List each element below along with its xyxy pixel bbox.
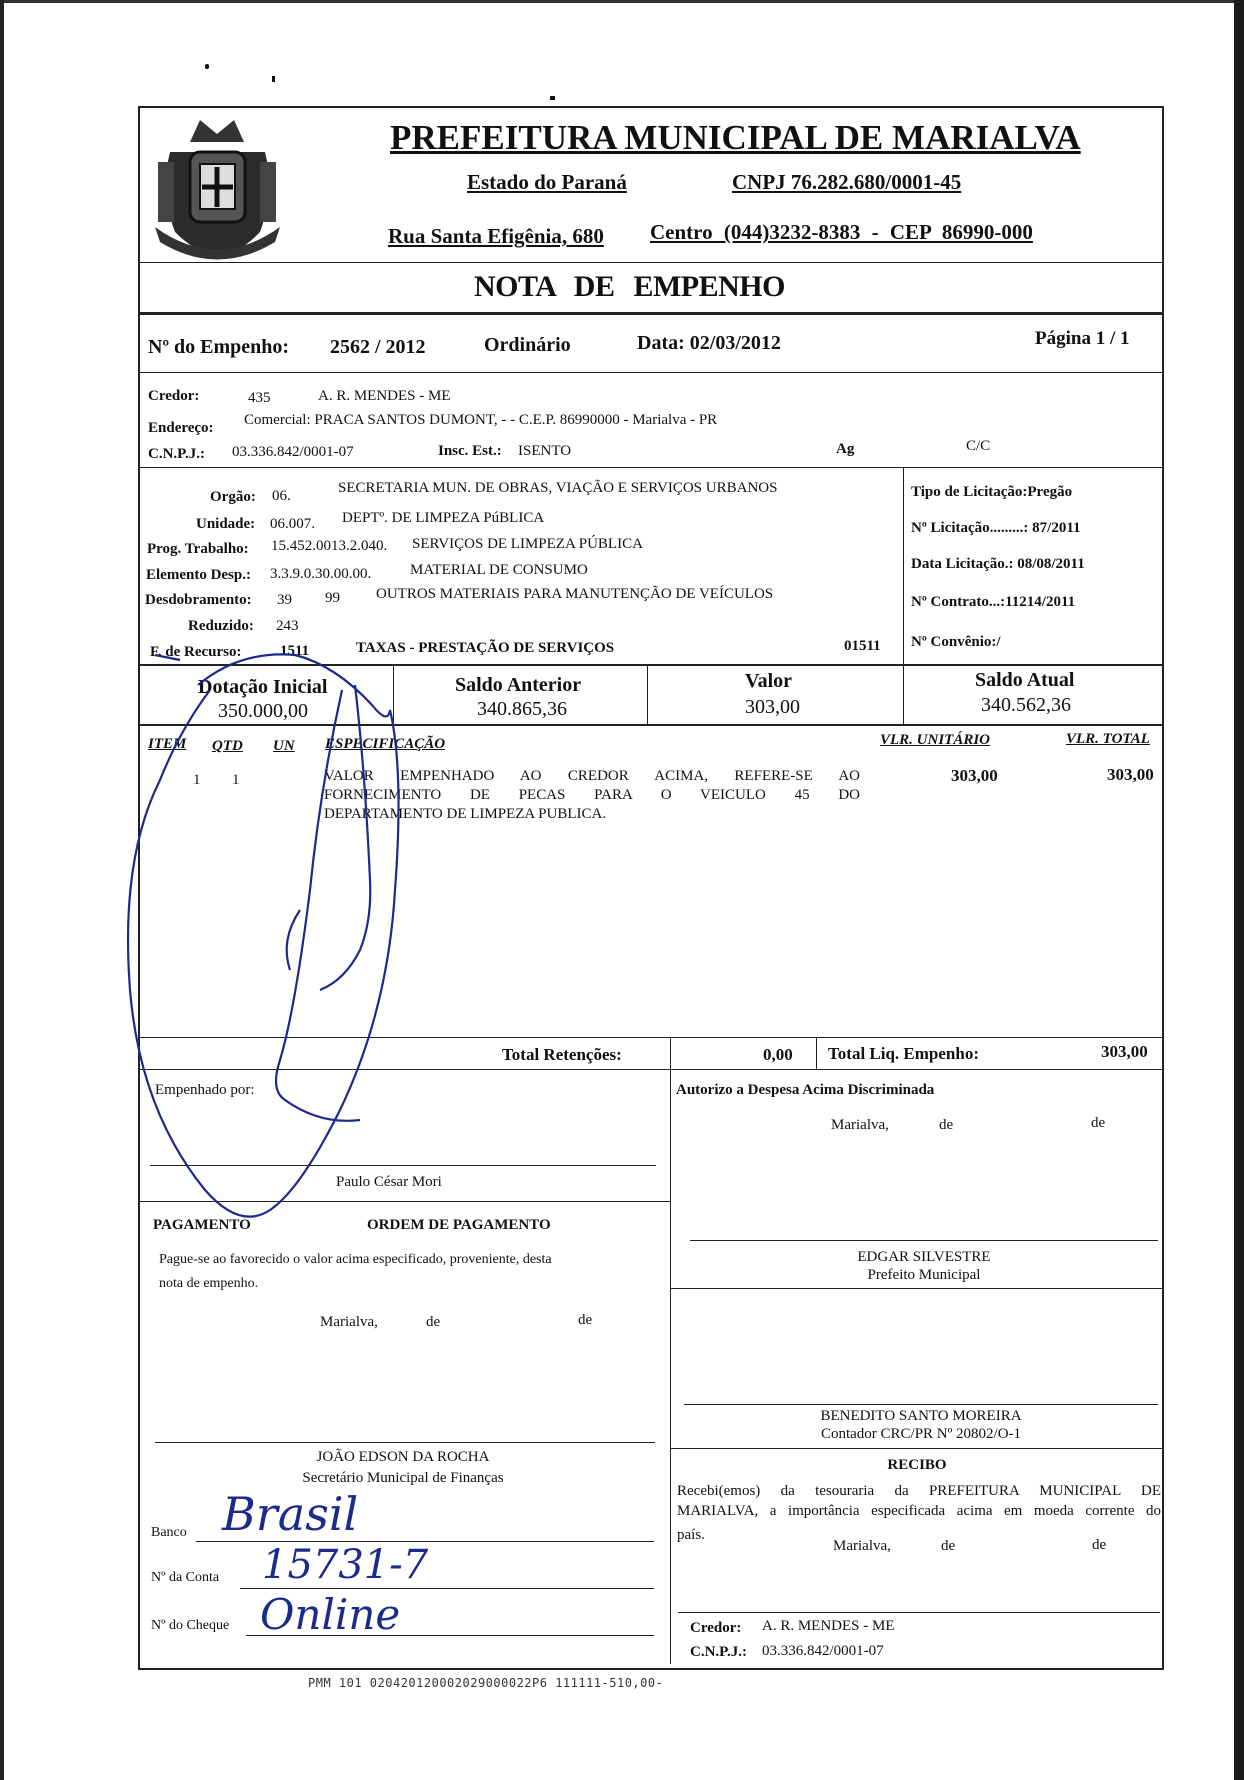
divider — [138, 372, 1164, 373]
col-header-item: ITEM — [148, 736, 187, 752]
prefeito-name: EDGAR SILVESTRE — [857, 1249, 991, 1265]
banco-value: Brasil — [222, 1487, 359, 1541]
numero-contrato: Nº Contrato...:11214/2011 — [911, 594, 1076, 610]
desdobramento-sub: 99 — [325, 590, 340, 606]
total-liquido-value: 303,00 — [1101, 1042, 1148, 1061]
ordem-de-1: de — [426, 1314, 441, 1330]
secretario-role: Secretário Municipal de Finanças — [302, 1470, 504, 1486]
valor-value: 303,00 — [745, 696, 800, 718]
retencoes-label: Total Retenções: — [502, 1045, 622, 1064]
recibo-de-1: de — [941, 1538, 956, 1554]
unidade-label: Unidade: — [196, 516, 256, 532]
recurso-desc: TAXAS - PRESTAÇÃO DE SERVIÇOS — [356, 640, 615, 656]
item-total-value: 303,00 — [1107, 765, 1154, 784]
numero-convenio: Nº Convênio:/ — [911, 634, 1001, 650]
cheque-value: Online — [260, 1590, 401, 1639]
contador-role: Contador CRC/PR Nº 20802/O-1 — [820, 1426, 1022, 1442]
desdobramento-code: 39 — [277, 592, 292, 608]
col-header-qtd: QTD — [212, 738, 243, 754]
recibo-place: Marialva, — [833, 1538, 891, 1554]
divider — [670, 1288, 1164, 1289]
signature-line — [678, 1612, 1160, 1613]
orgao-desc: SECRETARIA MUN. DE OBRAS, VIAÇÃO E SERVIÇOS URBANOS — [338, 480, 778, 496]
prog-code: 15.452.0013.2.040. — [271, 538, 388, 554]
divider — [138, 467, 1164, 468]
tipo-licitacao: Tipo de Licitação:Pregão — [911, 484, 1073, 500]
prefeito-role: Prefeito Municipal — [867, 1267, 981, 1283]
reduzido-label: Reduzido: — [188, 618, 254, 634]
divider — [903, 664, 904, 724]
conta-label: Nº da Conta — [151, 1570, 220, 1585]
recibo-title: RECIBO — [887, 1457, 947, 1473]
divider — [903, 467, 904, 667]
recurso-label: F. de Recurso: — [150, 644, 242, 660]
saldo-atual-value: 340.562,36 — [981, 694, 1071, 716]
numero-licitacao: Nº Licitação.........: 87/2011 — [911, 520, 1081, 536]
item-number: 1 — [193, 772, 201, 788]
recibo-text-line-1: Recebi(emos) da tesouraria da PREFEITURA MUNICIPAL DE — [677, 1483, 1161, 1499]
ordem-pagamento-label: ORDEM DE PAGAMENTO — [367, 1217, 551, 1233]
credor-label: Credor: — [148, 388, 200, 404]
conta-line — [240, 1588, 654, 1589]
credor-code: 435 — [248, 390, 271, 406]
cheque-label: Nº do Cheque — [151, 1618, 230, 1633]
item-spec-line-3: DEPARTAMENTO DE LIMPEZA PUBLICA. — [324, 806, 607, 822]
prog-desc: SERVIÇOS DE LIMPEZA PÚBLICA — [412, 536, 643, 552]
recibo-text-line-3: país. — [677, 1527, 705, 1543]
scan-speck — [272, 76, 275, 82]
header-address: Centro (044)3232-8383 - CEP 86990-000 — [650, 220, 1033, 244]
item-qtd: 1 — [232, 772, 240, 788]
divider — [816, 1037, 817, 1069]
autorizo-place: Marialva, — [831, 1117, 889, 1133]
empenho-type: Ordinário — [484, 334, 571, 356]
dotacao-inicial-value: 350.000,00 — [218, 700, 308, 722]
empenho-number-label: Nº do Empenho: — [148, 336, 290, 358]
header-street: Rua Santa Efigênia, 680 — [388, 224, 604, 248]
saldo-anterior-value: 340.865,36 — [477, 698, 567, 720]
col-header-un: UN — [273, 738, 295, 754]
elemento-label: Elemento Desp.: — [146, 567, 251, 583]
divider — [138, 262, 1164, 263]
scan-edge-left — [0, 0, 4, 1780]
page-number: Página 1 / 1 — [1035, 328, 1130, 349]
credor-name: A. R. MENDES - ME — [318, 388, 451, 404]
insc-label: Insc. Est.: — [438, 443, 502, 459]
header-cnpj: CNPJ 76.282.680/0001-45 — [732, 170, 962, 194]
footer-code: PMM 101 020420120002029000022P6 111111-510,00- — [308, 1676, 664, 1690]
header-state: Estado do Paraná — [467, 170, 627, 194]
divider — [670, 1448, 1164, 1449]
ag-label: Ag — [836, 441, 855, 457]
ordem-text-line-2: nota de empenho. — [159, 1276, 259, 1291]
orgao-label: Orgão: — [210, 489, 256, 505]
col-header-spec: ESPECIFICAÇÃO — [325, 736, 446, 752]
recibo-credor-value: A. R. MENDES - ME — [762, 1618, 895, 1634]
scan-speck — [205, 64, 209, 69]
recurso-code-2: 01511 — [844, 638, 881, 654]
prog-label: Prog. Trabalho: — [147, 541, 249, 557]
autorizo-de-2: de — [1091, 1115, 1106, 1131]
empenhado-por-name: Paulo César Mori — [336, 1174, 442, 1190]
signature-line — [690, 1240, 1158, 1241]
endereco-label: Endereço: — [148, 420, 214, 436]
ordem-de-2: de — [578, 1312, 593, 1328]
recurso-code: 1511 — [280, 643, 310, 659]
conta-value: 15731-7 — [262, 1542, 429, 1588]
coat-of-arms-logo — [140, 112, 295, 267]
credor-cnpj-value: 03.336.842/0001-07 — [232, 444, 354, 460]
divider — [670, 1037, 671, 1664]
recibo-cnpj-label: C.N.P.J.: — [690, 1644, 747, 1660]
recibo-credor-label: Credor: — [690, 1620, 742, 1636]
handwritten-signature — [120, 630, 520, 1250]
pagamento-label: PAGAMENTO — [153, 1217, 251, 1233]
recibo-de-2: de — [1092, 1537, 1107, 1553]
desdobramento-label: Desdobramento: — [145, 592, 252, 608]
credor-cnpj-label: C.N.P.J.: — [148, 446, 205, 462]
endereco-value: Comercial: PRACA SANTOS DUMONT, - - C.E.P. 86990000 - Marialva - PR — [244, 412, 718, 428]
signature-line — [155, 1442, 655, 1443]
col-header-unit-value: VLR. UNITÁRIO — [880, 732, 991, 748]
item-unit-value: 303,00 — [951, 766, 998, 785]
recibo-cnpj-value: 03.336.842/0001-07 — [762, 1643, 884, 1659]
document-title: NOTA DE EMPENHO — [474, 270, 785, 303]
scan-edge-top — [0, 0, 1244, 3]
saldo-anterior-label: Saldo Anterior — [455, 674, 582, 696]
desdobramento-desc: OUTROS MATERIAIS PARA MANUTENÇÃO DE VEÍCULOS — [376, 586, 774, 602]
divider — [138, 312, 1164, 315]
unidade-code: 06.007. — [270, 516, 315, 532]
secretario-name: JOÃO EDSON DA ROCHA — [316, 1449, 490, 1465]
scan-edge-right — [1234, 0, 1244, 1780]
elemento-desc: MATERIAL DE CONSUMO — [410, 562, 588, 578]
recibo-text-line-2: MARIALVA, a importância especificada acima em moeda corrente do — [677, 1503, 1161, 1519]
item-spec-line-1: VALOR EMPENHADO AO CREDOR ACIMA, REFERE-SE AO — [324, 768, 860, 784]
col-header-total-value: VLR. TOTAL — [1066, 731, 1150, 747]
empenho-number: 2562 / 2012 — [330, 336, 426, 358]
scan-speck — [550, 96, 555, 100]
contador-name: BENEDITO SANTO MOREIRA — [820, 1408, 1022, 1424]
autorizo-despesa: Autorizo a Despesa Acima Discriminada — [676, 1082, 935, 1098]
total-liquido-label: Total Liq. Empenho: — [828, 1044, 979, 1063]
banco-label: Banco — [151, 1525, 187, 1540]
dotacao-inicial-label: Dotação Inicial — [198, 676, 328, 698]
ordem-place: Marialva, — [320, 1314, 378, 1330]
insc-value: ISENTO — [518, 443, 572, 459]
valor-label: Valor — [745, 670, 793, 692]
reduzido-code: 243 — [276, 618, 299, 634]
cc-label: C/C — [966, 438, 991, 454]
retencoes-value: 0,00 — [763, 1045, 793, 1064]
signature-line — [684, 1404, 1158, 1405]
empenho-date: Data: 02/03/2012 — [637, 332, 781, 354]
ordem-text-line-1: Pague-se ao favorecido o valor acima especificado, proveniente, desta — [159, 1252, 552, 1267]
empenhado-por-label: Empenhado por: — [155, 1082, 255, 1098]
data-licitacao: Data Licitação.: 08/08/2011 — [911, 556, 1085, 572]
unidade-desc: DEPTº. DE LIMPEZA PúBLICA — [342, 510, 545, 526]
saldo-atual-label: Saldo Atual — [975, 669, 1075, 691]
item-spec-line-2: FORNECIMENTO DE PECAS PARA O VEICULO 45 DO — [324, 787, 860, 803]
header-title: PREFEITURA MUNICIPAL DE MARIALVA — [390, 118, 1081, 157]
divider — [647, 664, 648, 724]
autorizo-de-1: de — [939, 1117, 954, 1133]
elemento-code: 3.3.9.0.30.00.00. — [270, 566, 372, 582]
orgao-code: 06. — [272, 488, 291, 504]
